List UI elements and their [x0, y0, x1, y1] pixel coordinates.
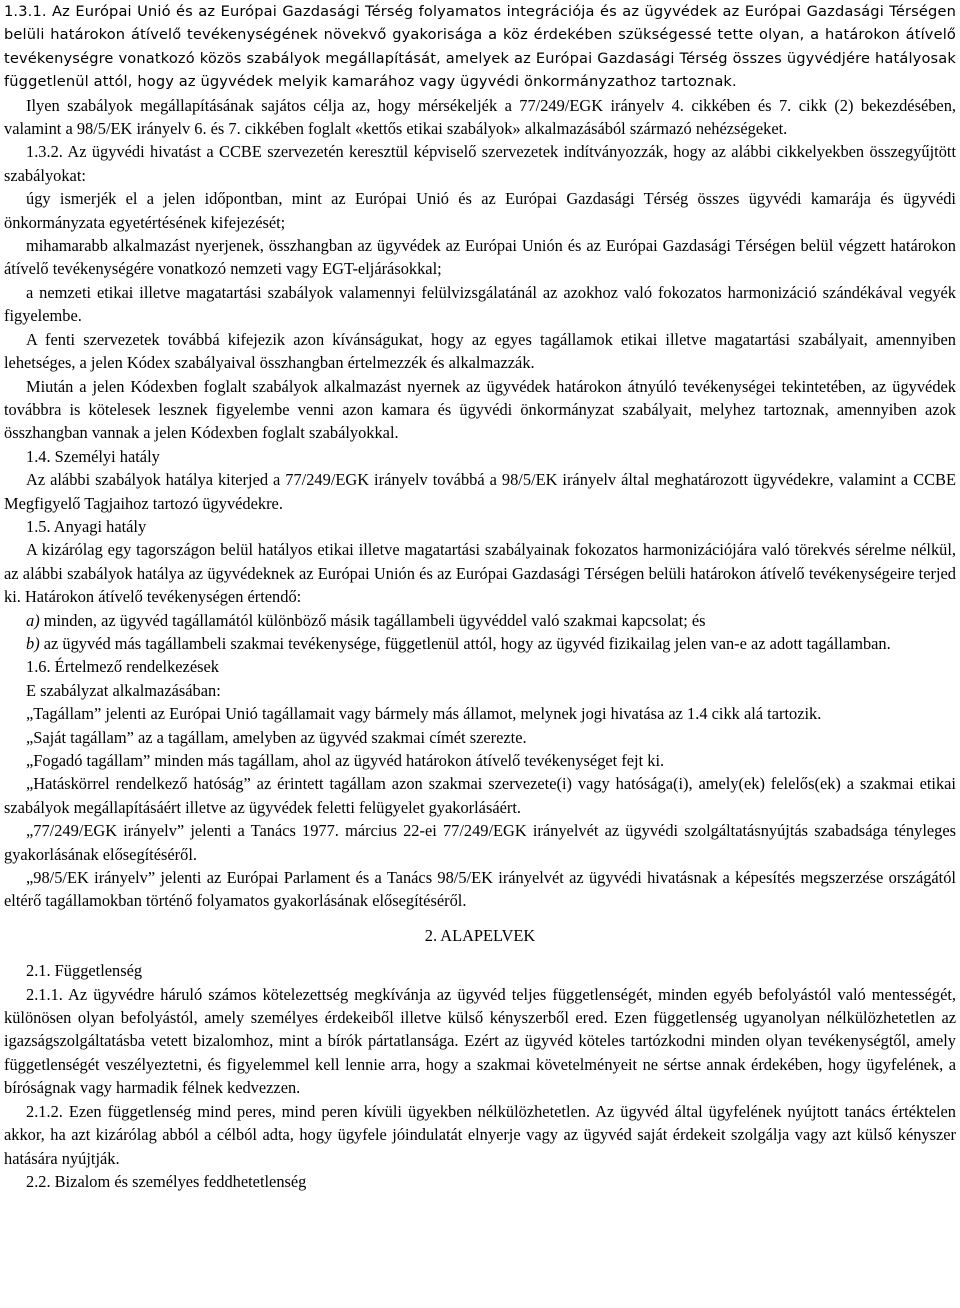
paragraph-cross-border-rules: Miután a jelen Kódexben foglalt szabályok alkalmazást nyernek az ügyvédek határokon átnyúló tevékenységei tekintetében, az ügyvédek továbbra is kötelesek lesznek figyelembe venni azon kamara és ügyvédi önkormányzat szabályait, melyhez tartoznak, amennyiben azok összhangban vannak a jelen Kódexben foglalt szabályokkal.: [4, 376, 956, 443]
paragraph-1-6: E szabályzat alkalmazásában:: [26, 680, 221, 700]
paragraph-2-1-2: 2.1.2. Ezen függetlenség mind peres, mind peren kívüli ügyekben nélkülözhetetlen. Az ügyvéd által ügyfelének nyújtott tanács értéktelen akkor, ha azt kizárólag abból a célból adta, hogy ügyfele jóindulatát elnyerje vagy az ügyvéd saját érdekeit szolgálja vagy azt külső kényszer hatására nyújtják.: [4, 1101, 956, 1168]
paragraph-1-3-2-item-harmonize: a nemzeti etikai illetve magatartási szabályok valamennyi felülvizsgálatánál az azokhoz való fokozatos harmonizáció szándékával vegyék figyelembe.: [4, 282, 956, 326]
paragraph-1-5-item-b: [4, 632, 956, 655]
definition-fogado-tagallam: „Fogadó tagállam” minden más tagállam, ahol az ügyvéd határokon átívelő tevékenységet fejt ki.: [26, 751, 665, 770]
paragraph-1-3-2: 1.3.2. Az ügyvédi hivatást a CCBE szervezetén keresztül képviselő szervezetek indítványozzák, hogy az alábbi cikkelyekben összegyűjtött szabályokat:: [4, 142, 956, 185]
definition-hataskori-hatosag: „Hatáskörrel rendelkező hatóság” az érintett tagállam azon szakmai szervezete(i) vagy hatósága(i), amely(ek) felelős(ek) a szakmai etikai szabályok megállapításáért illetve az ügyvédek feletti felügyelet gyakorlásáért.: [4, 774, 956, 817]
heading-1-6: 1.6. Értelmező rendelkezések: [26, 657, 219, 677]
item-a-label: a): [26, 610, 40, 630]
paragraph-1-3-2-item-recognize: úgy ismerjék el a jelen időpontban, mint az Európai Unió és az Európai Gazdasági Térség összes ügyvédi kamarája és ügyvédi önkormányzata egyetértésének kifejezését;: [4, 189, 956, 232]
definition-77-249-egk: „77/249/EGK irányelv” jelenti a Tanács 1977. március 22-ei 77/249/EGK irányelvét az ügyvédi szolgáltatásnyújtás szabadsága tényleges gyakorlásának elősegítéséről.: [4, 821, 956, 864]
paragraph-1-5: A kizárólag egy tagországon belül hatályos etikai illetve magatartási szabályainak fokozatos harmonizációjára való törekvés sérelme nélkül, az alábbi szabályok hatálya az ügyvédeknek az Európai Unión és az Európai Gazdasági Térségen belüli határokon átívelő tevékenységeire terjed ki. Határokon átívelő tevékenységen értendő:: [4, 540, 956, 607]
paragraph-1-5-item-a: [4, 609, 956, 632]
item-b-label: b): [26, 633, 40, 653]
heading-1-4: 1.4. Személyi hatály: [26, 446, 160, 466]
paragraph-1-3-1: 1.3.1. Az Európai Unió és az Európai Gazdasági Térség folyamatos integrációja és az ügyvédek az Európai Gazdasági Térségen belüli határokon átívelő tevékenységének növekvő gyakorisága a köz érdekében szükségessé tette olyan, a határokon átívelő tevékenységre vonatkozó közös szabályok megállapítását, amelyek az Európai Gazdasági Térség összes ügyvédjére hatályosak függetlenül attól, hogy az ügyvédek melyik kamarához vagy ügyvédi önkormányzathoz tartoznak.: [4, 3, 956, 91]
paragraph-2-1-1: 2.1.1. Az ügyvédre háruló számos kötelezettség megkívánja az ügyvéd teljes függetlenségét, minden egyéb befolyástól való mentességét, különösen olyan befolyástól, amely személyes érdekeiből illetve külső kényszerből ered. Ezen függetlenség ugyanolyan nélkülözhetetlen az igazságszolgáltatásba vetett bizalomhoz, mint a bírók pártatlansága. Ezért az ügyvéd köteles tartózkodni minden olyan tevékenységtől, amely függetlenségét veszélyeztetni, és figyelemmel kell lennie arra, hogy a szakmai követelményeit ne sértse annak érdekében, hogy ügyfelének, a bíróságnak vagy harmadik félnek kedvezzen.: [4, 984, 956, 1098]
heading-2-2: 2.2. Bizalom és személyes feddhetetlenség: [26, 1171, 307, 1191]
definition-98-5-ek: „98/5/EK irányelv” jelenti az Európai Parlament és a Tanács 98/5/EK irányelvét az ügyvédi hivatásnak a képesítés megszerzése országától eltérő tagállamokban történő folyamatos gyakorlásának elősegítéséről.: [4, 868, 956, 911]
paragraph-interpretation: A fenti szervezetek továbbá kifejezik azon kívánságukat, hogy az egyes tagállamok etikai illetve magatartási szabályait, amennyiben lehetséges, a jelen Kódex szabályaival összhangban értelmezzék és alkalmazzák.: [4, 329, 956, 373]
heading-2-1: 2.1. Függetlenség: [26, 961, 143, 981]
section-1-3-1-block: [4, 0, 956, 94]
definition-tagallam: „Tagállam” jelenti az Európai Unió tagállamait vagy bármely más államot, melynek jogi hivatása az 1.4 cikk alá tartozik.: [26, 704, 822, 724]
heading-2-alapelvek: 2. ALAPELVEK: [424, 925, 536, 945]
paragraph-1-4: Az alábbi szabályok hatálya kiterjed a 77/249/EGK irányelv továbbá a 98/5/EK irányelv által meghatározott ügyvédekre, valamint a CCBE Megfigyelő Tagjaihoz tartozó ügyvédekre.: [4, 470, 956, 513]
paragraph-1-3-1-continuation: Ilyen szabályok megállapításának sajátos célja az, hogy mérsékeljék a 77/249/EGK irányelv 4. cikkében és 7. cikk (2) bekezdésében, valamint a 98/5/EK irányelv 6. és 7. cikkében foglalt «kettős etikai szabályok» alkalmazásából származó nehézségeket.: [4, 95, 956, 139]
item-a-text: minden, az ügyvéd tagállamától különböző másik tagállambeli ügyvéddel való szakmai kapcsolat; és: [39, 610, 706, 630]
definition-sajat-tagallam: „Saját tagállam” az a tagállam, amelyben az ügyvéd szakmai címét szerezte.: [26, 727, 527, 747]
item-b-text: az ügyvéd más tagállambeli szakmai tevékenysége, függetlenül attól, hogy az ügyvéd fizikailag jelen van-e az adott tagállamban.: [39, 633, 891, 653]
heading-1-5: 1.5. Anyagi hatály: [26, 516, 147, 536]
paragraph-1-3-2-item-apply: mihamarabb alkalmazást nyerjenek, összhangban az ügyvédek az Európai Unión és az Európai Gazdasági Térségen belül végzett határokon átívelő tevékenységére vonatkozó nemzeti vagy EGT-eljárásokkal;: [4, 236, 956, 279]
